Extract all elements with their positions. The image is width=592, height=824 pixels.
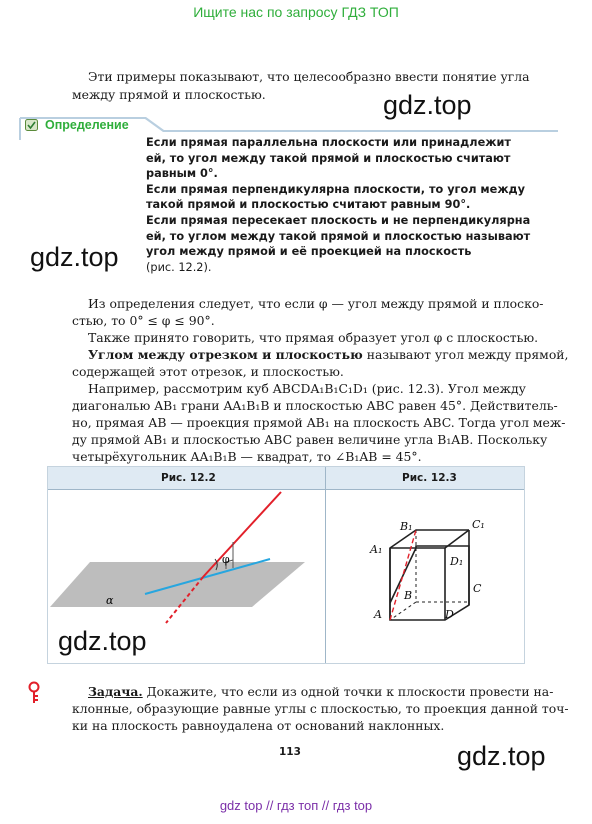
label-d1: D₁ xyxy=(450,555,464,568)
definition-label: Определение xyxy=(45,118,129,132)
term-bold: Углом между отрезком и плоскостью xyxy=(88,347,363,362)
page-number: 113 xyxy=(279,746,301,758)
label-b1: B₁ xyxy=(400,520,413,533)
label-d: D xyxy=(445,608,454,621)
footer-links: gdz top // гдз топ // гдз top xyxy=(219,798,373,813)
figure-12-3-diagram xyxy=(326,489,524,663)
task-label: Задача. xyxy=(88,684,143,699)
paragraph-line: содержащей этот отрезок, и плоскостью. xyxy=(72,364,344,379)
task-line xyxy=(88,683,553,700)
watermark: gdz.top xyxy=(457,741,546,771)
definition-icon xyxy=(25,119,39,132)
definition-line: такой прямой и плоскостью считают равным 90°. xyxy=(146,198,471,212)
term-rest: называют угол между прямой, xyxy=(362,347,569,362)
paragraph-line: Например, рассмотрим куб ABCDA₁B₁C₁D₁ (рис. 12.3). Угол между xyxy=(88,381,526,396)
angle-label: φ xyxy=(222,553,230,566)
definition-line: ей, то угол между такой прямой и плоскостью считают xyxy=(146,151,511,165)
watermark: gdz.top xyxy=(30,242,119,272)
definition-line: Если прямая перпендикулярна плоскости, то угол между xyxy=(146,182,526,196)
definition-line: равным 0°. xyxy=(146,167,218,181)
definition-text xyxy=(146,135,532,275)
watermark: gdz.top xyxy=(58,626,147,656)
watermark: gdz.top xyxy=(383,90,472,120)
label-a1: A₁ xyxy=(370,543,383,556)
figure-12-2-title: Рис. 12.2 xyxy=(161,472,216,484)
label-c1: C₁ xyxy=(472,518,485,531)
intro-line-1: Эти примеры показывают, что целесообразно ввести понятие угла xyxy=(88,69,530,84)
definition-figure-ref: (рис. 12.2). xyxy=(146,260,212,274)
paragraph-line: стью, то 0° ≤ φ ≤ 90°. xyxy=(72,313,215,328)
plane-label: α xyxy=(106,594,114,607)
label-a: A xyxy=(374,608,382,621)
paragraph-line: Также принято говорить, что прямая образует угол φ с плоскостью. xyxy=(88,330,539,345)
task-text: Докажите, что если из одной точки к плоскости провести на- xyxy=(142,684,554,699)
cube-hidden-edges xyxy=(390,530,469,620)
definition-line: Если прямая параллельна плоскости или принадлежит xyxy=(146,136,511,149)
paragraph-line: диагональю AB₁ грани AA₁B₁B и плоскостью ABC равен 45°. Действитель- xyxy=(72,398,558,413)
definition-line: угол между прямой и её проекцией на плоскость xyxy=(146,245,472,259)
key-icon xyxy=(27,681,43,705)
paragraph-line xyxy=(88,346,568,363)
task-line: ки на плоскость равноудалена от оснований наклонных. xyxy=(72,718,445,733)
label-c: C xyxy=(473,582,482,595)
paragraph-line: четырёхугольник AA₁B₁B — квадрат, то ∠B₁AB = 45°. xyxy=(72,449,422,464)
paragraph-line: Из определения следует, что если φ — угол между прямой и плоско- xyxy=(88,296,544,311)
definition-line: ей, то углом между такой прямой и плоскостью называют xyxy=(146,229,531,243)
intro-line-2: между прямой и плоскостью. xyxy=(72,87,266,102)
figure-12-3-title: Рис. 12.3 xyxy=(402,472,457,484)
paragraph-line: но, прямая AB — проекция прямой AB₁ на плоскость ABC. Тогда угол меж- xyxy=(72,415,566,430)
task-line: клонные, образующие равные углы с плоскостью, то проекция данной точ- xyxy=(72,701,569,716)
cube-edges xyxy=(390,530,469,620)
definition-line: Если прямая пересекает плоскость и не перпендикулярна xyxy=(146,213,531,227)
label-b: B xyxy=(404,589,413,602)
top-banner: Ищите нас по запросу ГДЗ ТОП xyxy=(193,4,399,20)
paragraph-line: ду прямой AB₁ и плоскостью ABC равен величине угла B₁AB. Поскольку xyxy=(72,432,548,447)
